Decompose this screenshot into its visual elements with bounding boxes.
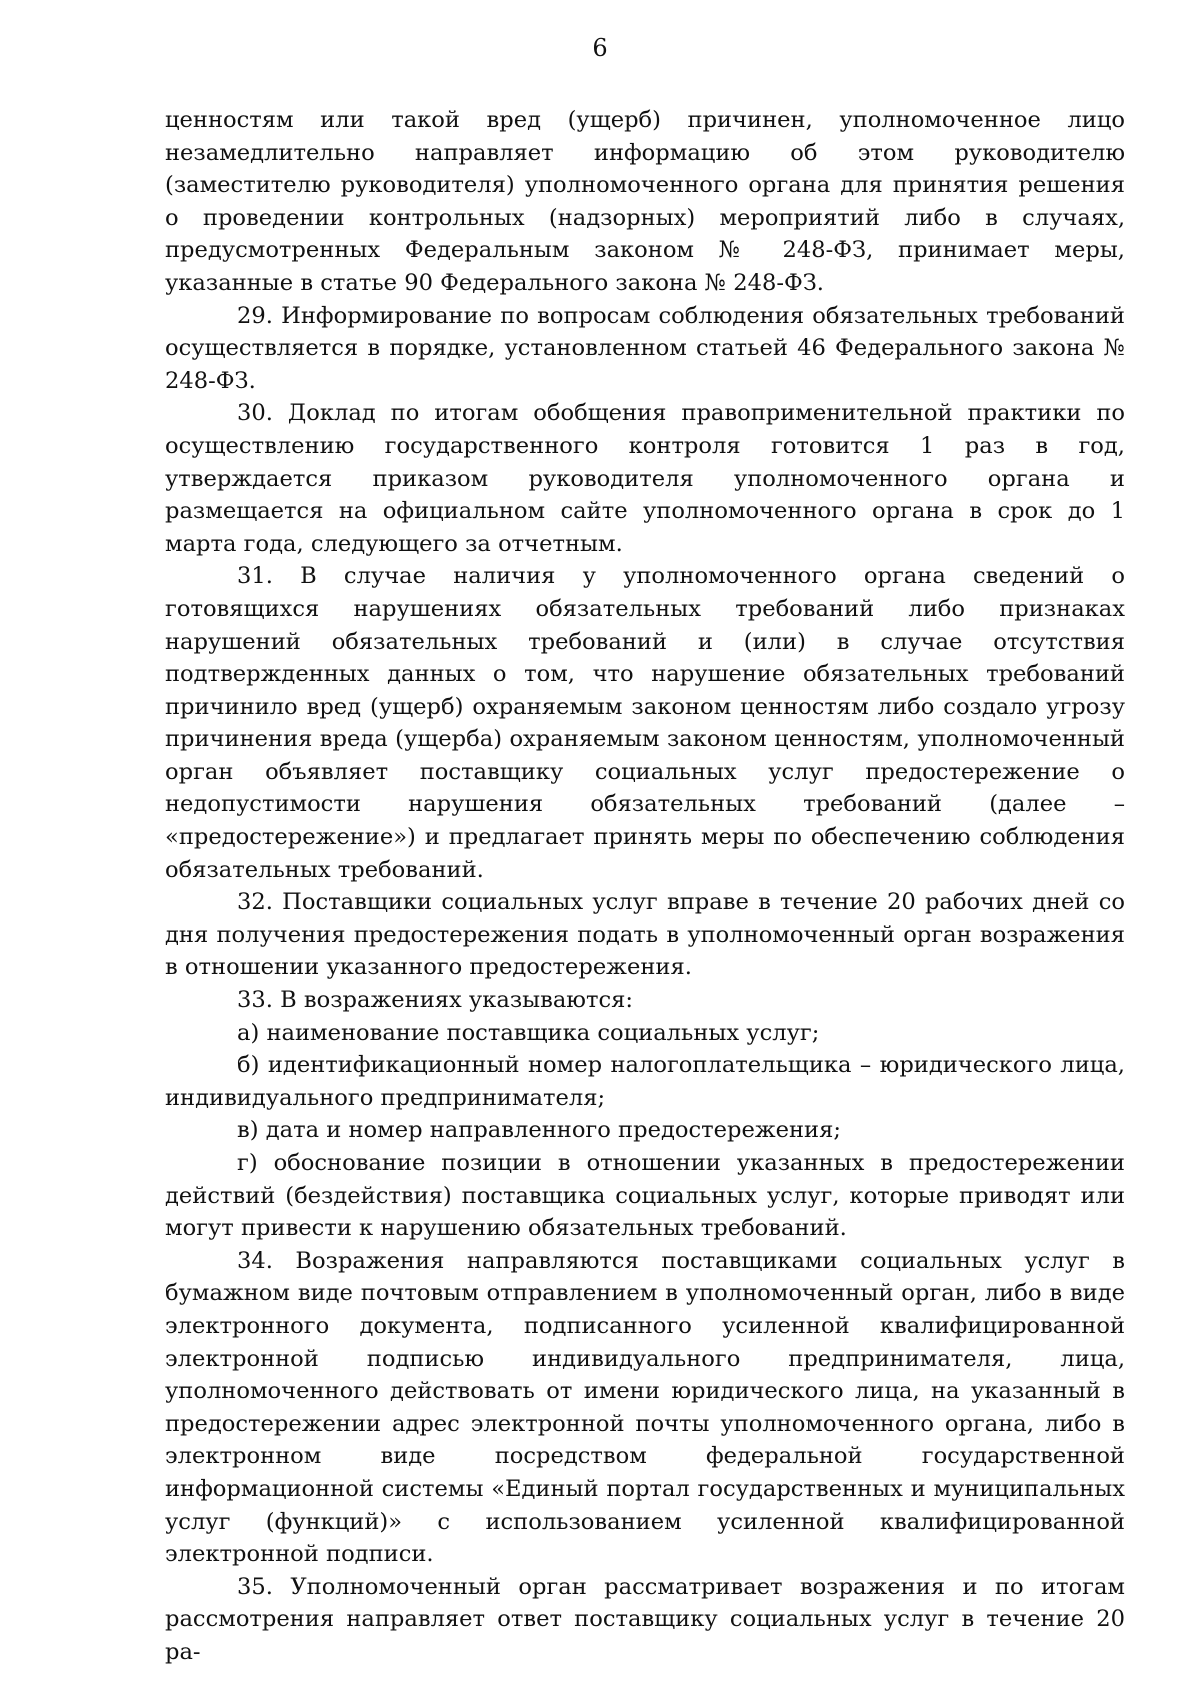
list-item-g: г) обоснование позиции в отношении указанных в предостережении действий (бездействия) поставщика социальных услуг, которые приводят или могут привести к нарушению обязательных требований.: [165, 1150, 1125, 1242]
paragraph-34: 34. Возражения направляются поставщиками социальных услуг в бумажном виде почтовым отправлением в уполномоченный орган, либо в виде электронного документа, подписанного усиленной квалифицированной электронной подписью индивидуального предпринимателя, лица, уполномоченного действовать от имени юридического лица, на указанный в предостережении адрес электронной почты уполномоченного органа, либо в электронном виде посредством федеральной государственной информационной системы «Единый портал государственных и муниципальных услуг (функций)» с использованием усиленной квалифицированной электронной подписи.: [165, 1247, 1125, 1568]
paragraph-32: 32. Поставщики социальных услуг вправе в течение 20 рабочих дней со дня получения предостережения подать в уполномоченный орган возражения в отношении указанного предостережения.: [165, 889, 1125, 981]
paragraph-28-continuation: ценностям или такой вред (ущерб) причинен, уполномоченное лицо незамедлительно направляет информацию об этом руководителю (заместителю руководителя) уполномоченного органа для принятия решения о проведении контрольных (надзорных) мероприятий либо в случаях, предусмотренных Федеральным законом № 248-ФЗ, принимает меры, указанные в статье 90 Федерального закона № 248-ФЗ.: [165, 107, 1125, 296]
paragraph-30: 30. Доклад по итогам обобщения правоприменительной практики по осуществлению государственного контроля готовится 1 раз в год, утверждается приказом руководителя уполномоченного органа и размещается на официальном сайте уполномоченного органа в срок до 1 марта года, следующего за отчетным.: [165, 400, 1125, 557]
paragraph-35: 35. Уполномоченный орган рассматривает возражения и по итогам рассмотрения направляет ответ поставщику социальных услуг в течение 20 ра-: [165, 1573, 1125, 1665]
list-item-v: в) дата и номер направленного предостережения;: [237, 1117, 841, 1144]
page-number: 6: [592, 34, 608, 62]
paragraph-29: 29. Информирование по вопросам соблюдения обязательных требований осуществляется в порядке, установленном статьей 46 Федерального закона № 248-ФЗ.: [165, 302, 1125, 394]
list-item-b: б) идентификационный номер налогоплательщика – юридического лица, индивидуального предпринимателя;: [165, 1052, 1125, 1111]
paragraph-31: 31. В случае наличия у уполномоченного органа сведений о готовящихся нарушениях обязательных требований либо признаках нарушений обязательных требований и (или) в случае отсутствия подтвержденных данных о том, что нарушение обязательных требований причинило вред (ущерб) охраняемым законом ценностям либо создало угрозу причинения вреда (ущерба) охраняемым законом ценностям, уполномоченный орган объявляет поставщику социальных услуг предостережение о недопустимости нарушения обязательных требований (далее – «предостережение») и предлагает принять меры по обеспечению соблюдения обязательных требований.: [165, 563, 1125, 883]
document-body: [165, 104, 1125, 1669]
list-item-a: а) наименование поставщика социальных услуг;: [237, 1019, 820, 1046]
paragraph-33: 33. В возражениях указываются:: [237, 987, 633, 1014]
